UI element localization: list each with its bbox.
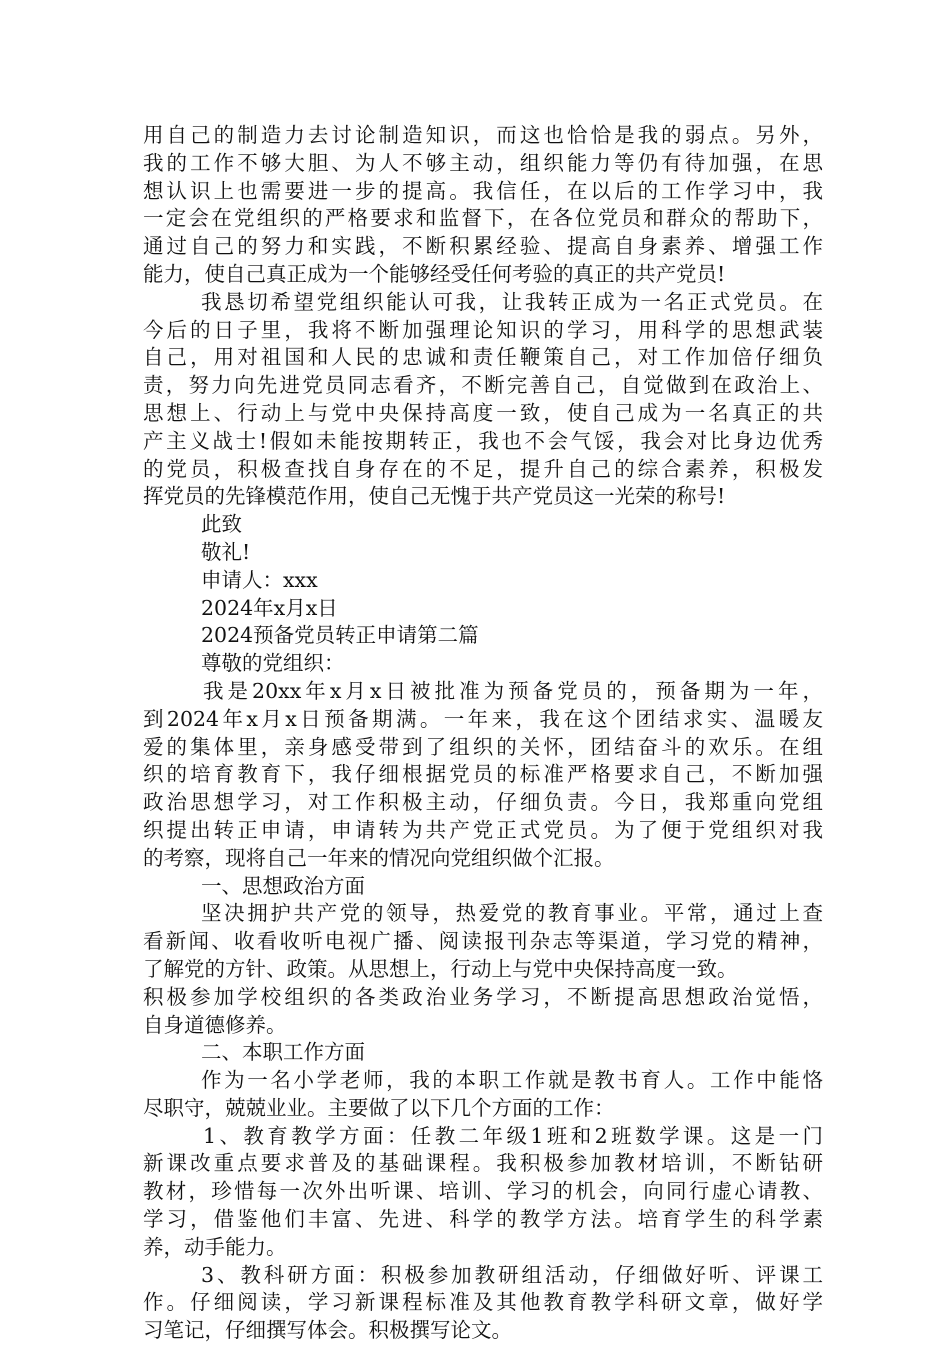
text-line: 今后的日子里，我将不断加强理论知识的学习，用科学的思想武装 (143, 317, 823, 342)
text-line: 习笔记，仔细撰写体会。积极撰写论文。 (143, 1318, 512, 1343)
text-line: 坚决拥护共产党的领导，热爱党的教育事业。平常，通过上查 (201, 901, 823, 926)
text-line: 产主义战士!假如未能按期转正，我也不会气馁，我会对比身边优秀 (143, 428, 823, 453)
text-line: 想认识上也需要进一步的提高。我信任，在以后的工作学习中，我 (143, 178, 823, 203)
text-line: 教材，珍惜每一次外出听课、培训、学习的机会，向同行虚心请教、 (143, 1179, 823, 1204)
text-line: 自己，用对祖国和人民的忠诚和责任鞭策自己，对工作加倍仔细负 (143, 345, 823, 370)
text-line: 养，动手能力。 (143, 1234, 287, 1259)
text-line: 自身道德修养。 (143, 1012, 287, 1037)
salutation-line: 敬礼! (201, 539, 251, 564)
text-line: 用自己的制造力去讨论制造知识，而这也恰恰是我的弱点。另外， (143, 123, 823, 147)
section-title: 2024预备党员转正申请第二篇 (201, 623, 479, 648)
text-line: 到2024年x月x日预备期满。一年来，我在这个团结求实、温暖友 (143, 706, 823, 731)
text-line: 挥党员的先锋模范作用，使自己无愧于共产党员这一光荣的称号! (143, 484, 726, 509)
text-line: 我恳切希望党组织能认可我，让我转正成为一名正式党员。在 (201, 289, 823, 314)
text-line: 爱的集体里，亲身感受带到了组织的关怀，团结奋斗的欢乐。在组 (143, 734, 823, 759)
heading-line: 一、思想政治方面 (201, 873, 365, 898)
heading-line: 二、本职工作方面 (201, 1040, 365, 1065)
text-line: 新课改重点要求普及的基础课程。我积极参加教材培训，不断钻研 (143, 1151, 823, 1176)
text-line: 织提出转正申请，申请转为共产党正式党员。为了便于党组织对我 (143, 817, 823, 842)
text-line: 责，努力向先进党员同志看齐，不断完善自己，自觉做到在政治上、 (143, 373, 823, 398)
text-line: 作为一名小学老师，我的本职工作就是教书育人。工作中能恪 (201, 1068, 823, 1093)
text-line: 我是20xx年x月x日被批准为预备党员的，预备期为一年， (203, 678, 823, 703)
text-line: 作。仔细阅读，学习新课程标准及其他教育教学科研文章，做好学 (143, 1290, 823, 1315)
text-line: 我的工作不够大胆、为人不够主动，组织能力等仍有待加强，在思 (143, 150, 823, 175)
text-line: 一定会在党组织的严格要求和监督下，在各位党员和群众的帮助下， (143, 206, 823, 231)
greeting-line: 尊敬的党组织： (201, 651, 345, 676)
text-line: 织的培育教育下，我仔细根据党员的标准严格要求自己，不断加强 (143, 762, 823, 787)
text-line: 政治思想学习，对工作积极主动，仔细负责。今日，我郑重向党组 (143, 790, 823, 815)
text-line: 尽职守，兢兢业业。主要做了以下几个方面的工作： (143, 1095, 615, 1120)
text-line: 的党员，积极查找自身存在的不足，提升自己的综合素养，积极发 (143, 456, 823, 481)
text-line: 的考察，现将自己一年来的情况向党组织做个汇报。 (143, 845, 615, 870)
document-page (143, 122, 823, 1345)
text-line: 学习，借鉴他们丰富、先进、科学的教学方法。培育学生的科学素 (143, 1207, 823, 1232)
applicant-line: 申请人：xxx (201, 567, 318, 592)
text-line: 1、教育教学方面：任教二年级1班和2班数学课。这是一门 (203, 1123, 823, 1148)
text-line: 通过自己的努力和实践，不断积累经验、提高自身素养、增强工作 (143, 234, 823, 259)
date-line: 2024年x月x日 (201, 595, 338, 620)
text-line: 看新闻、收看收听电视广播、阅读报刊杂志等渠道，学习党的精神， (143, 929, 823, 954)
text-line: 能力，使自己真正成为一个能够经受任何考验的真正的共产党员! (143, 261, 726, 286)
text-line: 积极参加学校组织的各类政治业务学习，不断提高思想政治觉悟， (143, 984, 823, 1009)
closing-line: 此致 (201, 512, 242, 537)
text-line: 了解党的方针、政策。从思想上，行动上与党中央保持高度一致。 (143, 956, 738, 981)
text-line: 3、教科研方面：积极参加教研组活动，仔细做好听、评课工 (201, 1262, 823, 1287)
text-line: 思想上、行动上与党中央保持高度一致，使自己成为一名真正的共 (143, 400, 823, 425)
